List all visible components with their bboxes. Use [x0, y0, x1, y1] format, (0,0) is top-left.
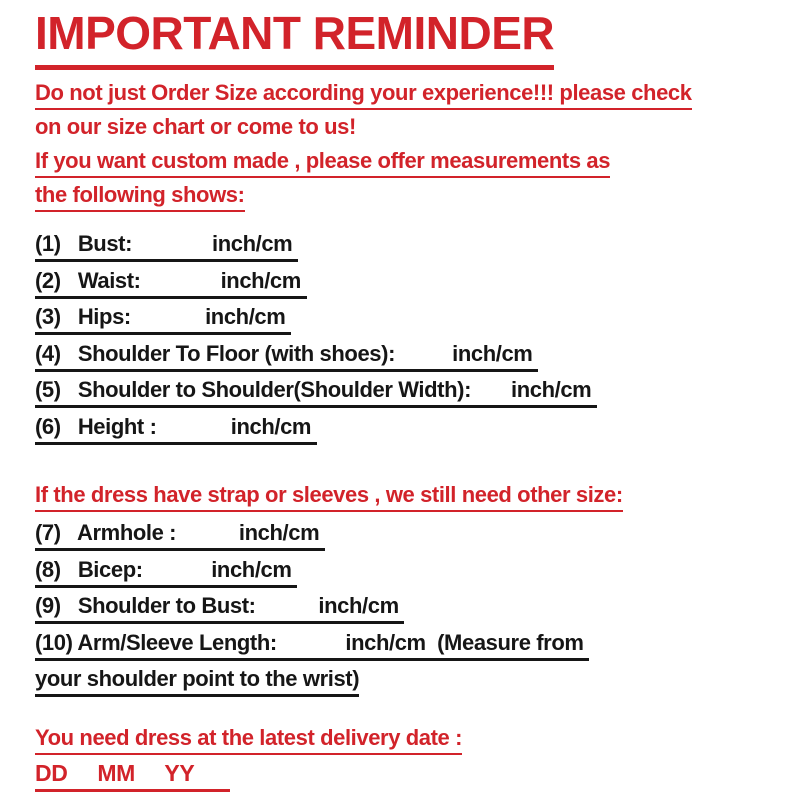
intro-line — [35, 113, 692, 147]
measurement-row — [35, 413, 597, 450]
delivery-section — [35, 724, 462, 792]
measurement-row-sleeve-length: (10) Arm/Sleeve Length: inch/cm (Measure from — [35, 629, 589, 661]
measurement-row — [35, 629, 623, 666]
page-title-text: IMPORTANT REMINDER — [35, 10, 554, 70]
measurements-list — [35, 230, 597, 449]
measurement-row-bust: (1) Bust: inch/cm — [35, 230, 298, 262]
intro-section — [35, 79, 692, 215]
measurement-row-armhole: (7) Armhole : inch/cm — [35, 519, 325, 551]
measurement-row-height: (6) Height : inch/cm — [35, 413, 317, 445]
page-title — [35, 7, 555, 70]
measurement-row — [35, 592, 623, 629]
measurement-row-shoulder-to-bust: (9) Shoulder to Bust: inch/cm — [35, 592, 404, 624]
strap-measurements-list — [35, 519, 623, 702]
measurement-row — [35, 303, 597, 340]
measurement-row-shoulder-width: (5) Shoulder to Shoulder(Shoulder Width): inch/cm — [35, 376, 597, 408]
measurement-row — [35, 376, 597, 413]
measurement-row — [35, 267, 597, 304]
strap-section — [35, 481, 623, 702]
intro-line-3: If you want custom made , please offer measurements as — [35, 147, 610, 178]
measurement-row-hips: (3) Hips: inch/cm — [35, 303, 291, 335]
intro-line — [35, 147, 692, 181]
measurement-row — [35, 556, 623, 593]
delivery-date-heading: You need dress at the latest delivery date : — [35, 724, 462, 755]
measurement-row — [35, 230, 597, 267]
measurement-row-waist: (2) Waist: inch/cm — [35, 267, 307, 299]
measurement-row — [35, 519, 623, 556]
measurement-row-sleeve-length-continued: your shoulder point to the wrist) — [35, 665, 359, 697]
intro-line-2: on our size chart or come to us! — [35, 114, 356, 139]
intro-line — [35, 79, 692, 113]
measurement-row-bicep: (8) Bicep: inch/cm — [35, 556, 297, 588]
strap-section-heading: If the dress have strap or sleeves , we still need other size: — [35, 481, 623, 512]
delivery-date-row — [35, 759, 462, 792]
strap-heading-line — [35, 481, 623, 515]
measurement-row-shoulder-to-floor: (4) Shoulder To Floor (with shoes): inch/cm — [35, 340, 538, 372]
intro-line — [35, 181, 692, 215]
measurement-row — [35, 340, 597, 377]
delivery-heading-line — [35, 724, 462, 758]
measurement-row — [35, 665, 623, 702]
intro-line-4: the following shows: — [35, 181, 245, 212]
delivery-date-placeholder: DD MM YY — [35, 759, 230, 792]
intro-line-1: Do not just Order Size according your experience!!! please check — [35, 79, 692, 110]
